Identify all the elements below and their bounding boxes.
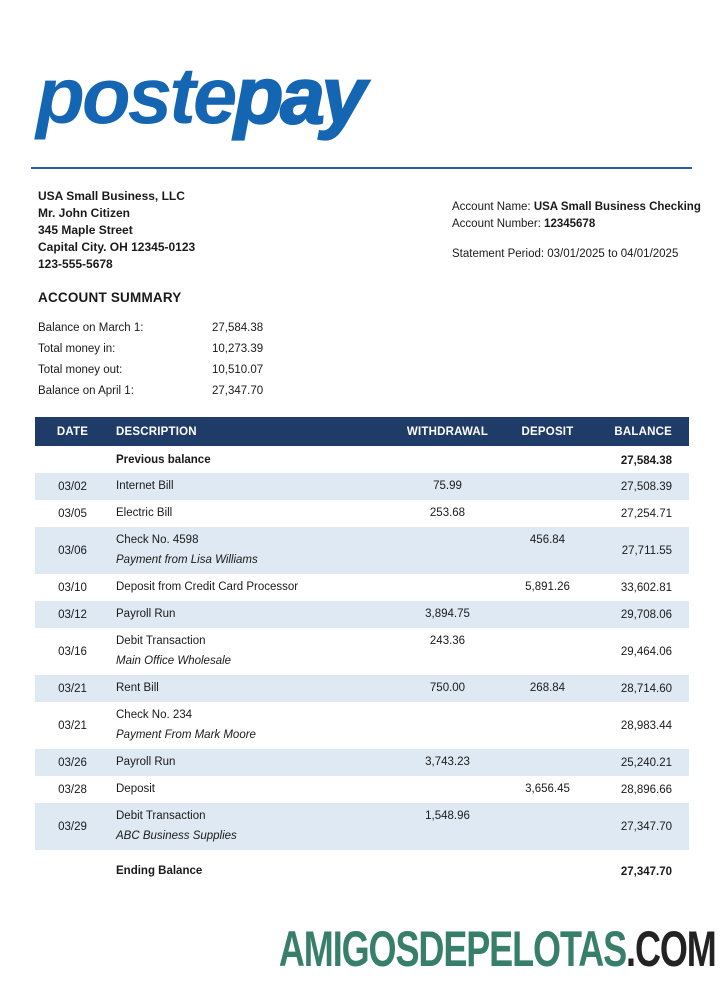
transaction-deposit <box>500 473 595 500</box>
transaction-row <box>35 601 689 628</box>
transaction-deposit: 3,656.45 <box>525 783 570 795</box>
transaction-balance: 27,254.71 <box>620 507 672 520</box>
transaction-deposit <box>500 500 595 527</box>
statement-period-label: Statement Period: <box>452 248 548 260</box>
transactions-table-body <box>35 447 689 889</box>
column-header-description: DESCRIPTION <box>110 417 395 447</box>
transaction-row <box>35 749 689 776</box>
summary-row-value: 10,273.39 <box>212 343 264 355</box>
transaction-row <box>35 574 689 601</box>
sender-address-line: USA Small Business, LLC <box>38 189 185 203</box>
transaction-description <box>110 473 395 500</box>
summary-row-label: Balance on March 1: <box>38 322 144 334</box>
transaction-description <box>110 675 395 702</box>
transaction-deposit: 268.84 <box>500 675 595 702</box>
account-name-label: Account Name: <box>452 201 534 213</box>
summary-row <box>38 381 263 402</box>
account-info-block <box>452 199 701 263</box>
transaction-description-main: Internet Bill <box>116 480 174 492</box>
summary-row-label: Balance on April 1: <box>38 385 134 397</box>
transaction-deposit <box>500 447 595 473</box>
account-summary-title: ACCOUNT SUMMARY <box>38 290 182 305</box>
summary-row <box>38 318 263 339</box>
transaction-row <box>35 702 689 749</box>
transaction-balance: 25,240.21 <box>595 749 689 776</box>
transactions-table-header <box>35 417 689 447</box>
sender-address-line: Mr. John Citizen <box>38 206 131 220</box>
header-divider-line <box>31 167 692 169</box>
transaction-description-main: Ending Balance <box>116 865 203 877</box>
transaction-date: 03/26 <box>35 749 110 776</box>
transaction-date: 03/05 <box>58 507 87 520</box>
transaction-withdrawal <box>395 702 500 749</box>
transaction-description-main: Deposit from Credit Card Processor <box>116 581 299 593</box>
transaction-description <box>110 850 395 889</box>
transaction-row <box>35 500 689 527</box>
transaction-withdrawal <box>395 776 500 803</box>
transaction-balance: 27,711.55 <box>595 527 689 574</box>
transaction-description <box>110 601 395 628</box>
transaction-row <box>35 473 689 500</box>
transaction-date: 03/10 <box>58 581 87 594</box>
transaction-date: 03/16 <box>58 645 87 658</box>
transaction-balance: 28,714.60 <box>595 675 689 702</box>
transaction-description-main: Debit Transaction <box>116 635 206 647</box>
transaction-withdrawal: 750.00 <box>395 675 500 702</box>
transaction-description-main: Check No. 4598 <box>116 534 199 546</box>
transactions-section <box>35 417 689 889</box>
watermark-logo <box>279 922 716 977</box>
sender-address-line: 345 Maple Street <box>38 223 133 237</box>
transaction-date: 03/02 <box>35 473 110 500</box>
sender-address-line: Capital City. OH 12345-0123 <box>38 240 196 254</box>
logo-text-pay: pay <box>234 51 364 140</box>
summary-row-label: Total money out: <box>38 364 123 376</box>
sender-address-line: 123-555-5678 <box>38 257 113 271</box>
transaction-withdrawal: 75.99 <box>395 473 500 500</box>
transaction-balance: 33,602.81 <box>620 581 672 594</box>
transaction-deposit <box>500 749 595 776</box>
transaction-row <box>35 527 689 574</box>
transaction-balance: 27,584.38 <box>620 454 672 467</box>
account-number-value: 12345678 <box>544 218 596 230</box>
transaction-balance: 27,347.70 <box>595 803 689 850</box>
transaction-deposit <box>500 702 595 749</box>
transaction-date <box>35 850 110 889</box>
transaction-description-main: Debit Transaction <box>116 810 206 822</box>
transaction-description <box>110 500 395 527</box>
transaction-description-main: Previous balance <box>116 454 211 466</box>
transaction-deposit <box>500 803 595 850</box>
transaction-description <box>110 776 395 803</box>
account-name-value: USA Small Business Checking <box>533 201 701 213</box>
transaction-description <box>110 803 395 850</box>
transaction-description-main: Deposit <box>116 783 155 795</box>
column-header-deposit: DEPOSIT <box>500 417 595 447</box>
transaction-balance: 29,708.06 <box>595 601 689 628</box>
transaction-description <box>110 574 395 601</box>
transaction-withdrawal: 253.68 <box>429 507 466 519</box>
transaction-description <box>110 527 395 574</box>
summary-row-label: Total money in: <box>38 343 116 355</box>
transaction-date <box>35 447 110 473</box>
summary-row <box>38 339 263 360</box>
transaction-balance: 29,464.06 <box>620 645 672 658</box>
postepay-logo <box>36 52 363 140</box>
transaction-balance: 28,896.66 <box>620 783 672 796</box>
column-header-withdrawal: WITHDRAWAL <box>395 417 500 447</box>
transaction-date: 03/21 <box>58 719 87 732</box>
account-summary-section <box>38 290 263 402</box>
transaction-row <box>35 803 689 850</box>
transaction-description <box>110 447 395 473</box>
transaction-row <box>35 675 689 702</box>
account-number-line <box>452 216 701 233</box>
transaction-withdrawal <box>395 527 500 574</box>
transaction-deposit <box>500 628 595 675</box>
transaction-description-detail: Payment From Mark Moore <box>116 729 256 741</box>
transaction-description-detail: ABC Business Supplies <box>116 830 237 842</box>
transaction-description-main: Rent Bill <box>116 682 159 694</box>
transaction-balance: 28,983.44 <box>620 719 672 732</box>
transaction-date: 03/06 <box>35 527 110 574</box>
transaction-date: 03/28 <box>58 783 87 796</box>
transaction-deposit <box>500 850 595 889</box>
transaction-withdrawal: 3,894.75 <box>395 601 500 628</box>
transaction-date: 03/29 <box>35 803 110 850</box>
transaction-deposit: 5,891.26 <box>525 581 570 593</box>
column-header-date: DATE <box>35 417 110 447</box>
transaction-withdrawal: 243.36 <box>429 635 466 647</box>
summary-row <box>38 360 263 381</box>
watermark-tld-text: .COM <box>626 921 716 977</box>
transaction-description-detail: Payment from Lisa Williams <box>116 554 258 566</box>
transaction-row <box>35 447 689 473</box>
transaction-withdrawal: 3,743.23 <box>395 749 500 776</box>
watermark-brand-text: AMIGOSDEPELOTAS <box>279 921 627 977</box>
account-number-label: Account Number: <box>452 218 545 230</box>
transaction-description-detail: Main Office Wholesale <box>116 655 232 667</box>
statement-period-value: 03/01/2025 to 04/01/2025 <box>547 248 679 260</box>
transaction-balance: 27,347.70 <box>620 865 672 878</box>
account-name-line <box>452 199 701 216</box>
transaction-withdrawal <box>395 447 500 473</box>
transaction-date: 03/12 <box>35 601 110 628</box>
transaction-balance: 27,508.39 <box>595 473 689 500</box>
sender-address-block <box>38 188 195 273</box>
column-header-balance: BALANCE <box>595 417 689 447</box>
transaction-description-main: Check No. 234 <box>116 709 193 721</box>
transaction-deposit: 456.84 <box>500 527 595 574</box>
summary-row-value: 10,510.07 <box>212 364 264 376</box>
transaction-row <box>35 628 689 675</box>
transaction-withdrawal <box>395 574 500 601</box>
transaction-withdrawal <box>395 850 500 889</box>
summary-row-value: 27,347.70 <box>212 385 264 397</box>
transaction-date: 03/21 <box>35 675 110 702</box>
transaction-description <box>110 628 395 675</box>
account-summary-rows <box>38 318 263 402</box>
transaction-description-main: Payroll Run <box>116 608 176 620</box>
transaction-description <box>110 749 395 776</box>
logo-text-poste: poste <box>36 51 235 140</box>
statement-period-line <box>452 246 701 263</box>
transaction-row <box>35 776 689 803</box>
summary-row-value: 27,584.38 <box>212 322 264 334</box>
transactions-table <box>35 417 689 889</box>
transaction-description <box>110 702 395 749</box>
transaction-description-main: Payroll Run <box>116 756 176 768</box>
transaction-deposit <box>500 601 595 628</box>
transaction-description-main: Electric Bill <box>116 507 173 519</box>
transaction-row <box>35 850 689 889</box>
transaction-withdrawal: 1,548.96 <box>395 803 500 850</box>
